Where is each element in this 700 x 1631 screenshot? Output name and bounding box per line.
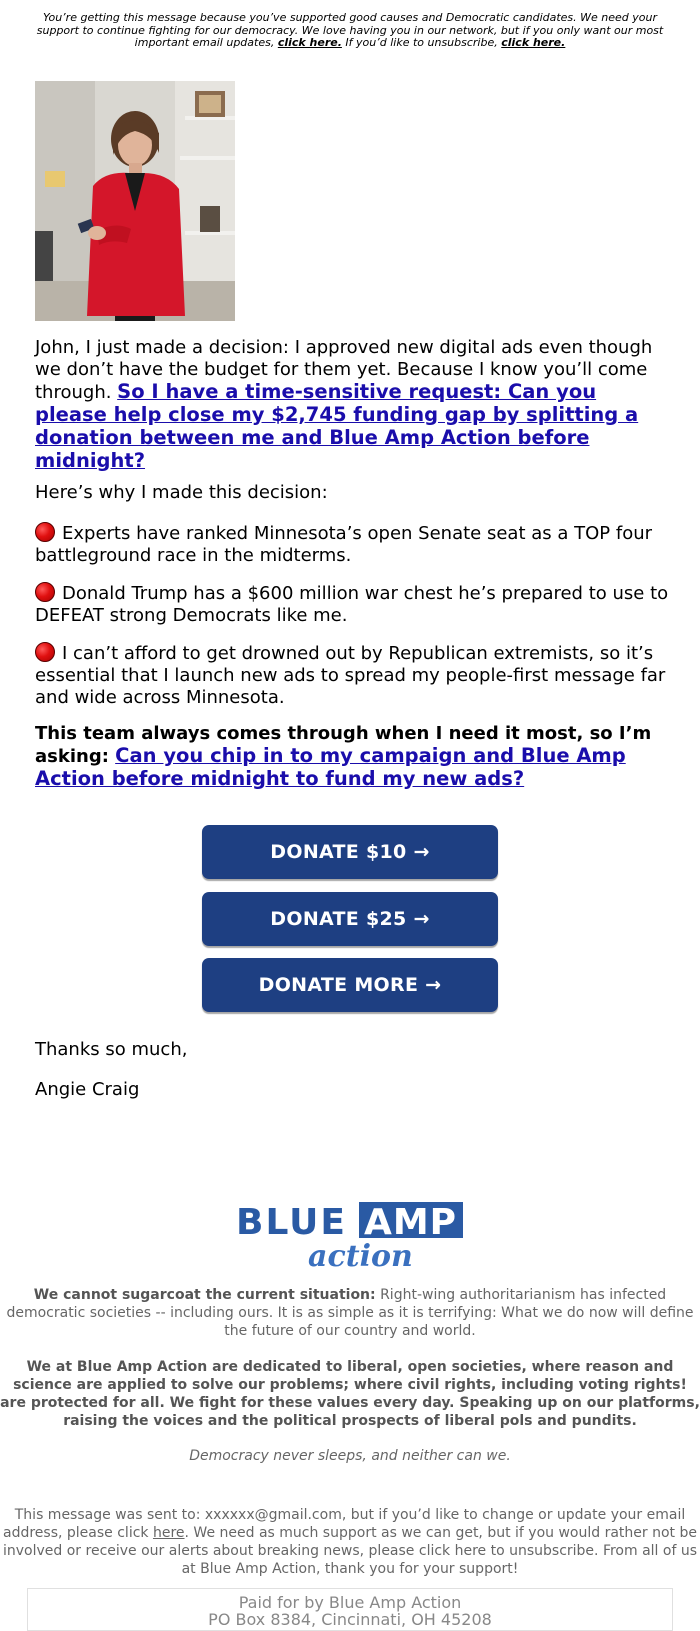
chip-in-link[interactable]: Can you chip in to my campaign and Blue Amp Action before midnight to fund my new ads? xyxy=(35,744,626,790)
email-preferences-link[interactable]: click here. xyxy=(277,36,342,49)
red-circle-icon xyxy=(35,582,55,602)
logo-word-action: action xyxy=(308,1239,413,1272)
donate-25-button[interactable]: DONATE $25 → xyxy=(202,892,498,946)
bullet-text: Donald Trump has a $600 million war chest he’s prepared to use to DEFEAT strong Democrats like me. xyxy=(35,583,669,626)
red-circle-icon xyxy=(35,522,55,542)
footer-tagline: Democracy never sleeps, and neither can we. xyxy=(189,1448,511,1464)
reason-intro xyxy=(35,482,670,504)
unsubscribe-link[interactable]: click here. xyxy=(501,36,566,49)
candidate-photo xyxy=(35,81,235,321)
funding-gap-link[interactable]: So I have a time-sensitive request: Can you please help close my $2,745 funding gap by splitting a donation between me and Blue Amp Action before midnight? xyxy=(35,380,639,472)
bullet-text: I can’t afford to get drowned out by Republican extremists, so it’s essential that I launch new ads to spread my people-first message far and wide across Minnesota. xyxy=(35,643,666,708)
signoff-thanks: Thanks so much, xyxy=(35,1039,188,1060)
red-circle-icon xyxy=(35,642,55,662)
preheader-text: You’re getting this message because you’ve supported good causes and Democratic candidates. We need your support to continue fighting for our democracy. We love having you in our network, but if you only want our most important email updates, xyxy=(36,11,664,49)
signoff-name: Angie Craig xyxy=(35,1079,140,1100)
logo-word-blue: BLUE xyxy=(236,1202,347,1243)
logo-word-amp: AMP xyxy=(364,1202,458,1243)
bullet-text: Experts have ranked Minnesota’s open Senate seat as a TOP four battleground race in the midterms. xyxy=(35,523,653,566)
ask-text: This team always comes through when I need it most, so I’m asking: xyxy=(35,723,652,767)
preheader-text-2: If you’d like to unsubscribe, xyxy=(341,36,502,49)
footer-situation-text: Right-wing authoritarianism has infected democratic societies -- including ours. It is as simple as it is terrifying: What we do now will define the future of our country and world. xyxy=(6,1287,694,1339)
reason-intro-text: Here’s why I made this decision: xyxy=(35,482,328,503)
paid-for-line: Paid for by Blue Amp Action xyxy=(238,1593,462,1612)
bullet-item xyxy=(35,582,670,627)
intro-paragraph xyxy=(35,337,670,473)
footer-notice xyxy=(0,1506,700,1578)
bullet-item xyxy=(35,642,670,709)
footer-situation-bold: We cannot sugarcoat the current situation: xyxy=(33,1287,376,1303)
update-email-link[interactable]: here xyxy=(152,1525,185,1541)
message-body xyxy=(35,337,670,473)
paid-for-box xyxy=(27,1588,673,1631)
footer-mission xyxy=(0,1358,700,1430)
footer-mission-text: We at Blue Amp Action are dedicated to liberal, open societies, where reason and science are applied to solve our problems; where civil rights, including voting rights! are protected for all. We fight for these values every day. Speaking up on our platforms, raising the voices and the political prospects of liberal pols and pundits. xyxy=(0,1359,700,1429)
footer-notice-text-2: . We need as much support as we can get, but if you would rather not be involved or receive our alerts about breaking news, please click here to unsubscribe. From all of us at Blue Amp Action, thank you for your support! xyxy=(3,1525,697,1577)
ask-paragraph xyxy=(35,723,670,791)
blue-amp-action-logo xyxy=(236,1200,464,1272)
intro-text: John, I just made a decision: I approved new digital ads even though we don’t have the budget for them yet. Because I know you’ll come through. xyxy=(35,337,653,403)
preheader xyxy=(34,12,666,50)
footer-situation xyxy=(0,1286,700,1340)
donate-more-button[interactable]: DONATE MORE → xyxy=(202,958,498,1012)
donate-10-button[interactable]: DONATE $10 → xyxy=(202,825,498,879)
bullet-item xyxy=(35,522,670,567)
mailing-address: PO Box 8384, Cincinnati, OH 45208 xyxy=(208,1610,492,1629)
footer-notice-text: This message was sent to: xxxxxx@gmail.com, but if you’d like to change or update your email address, please click xyxy=(3,1507,686,1541)
